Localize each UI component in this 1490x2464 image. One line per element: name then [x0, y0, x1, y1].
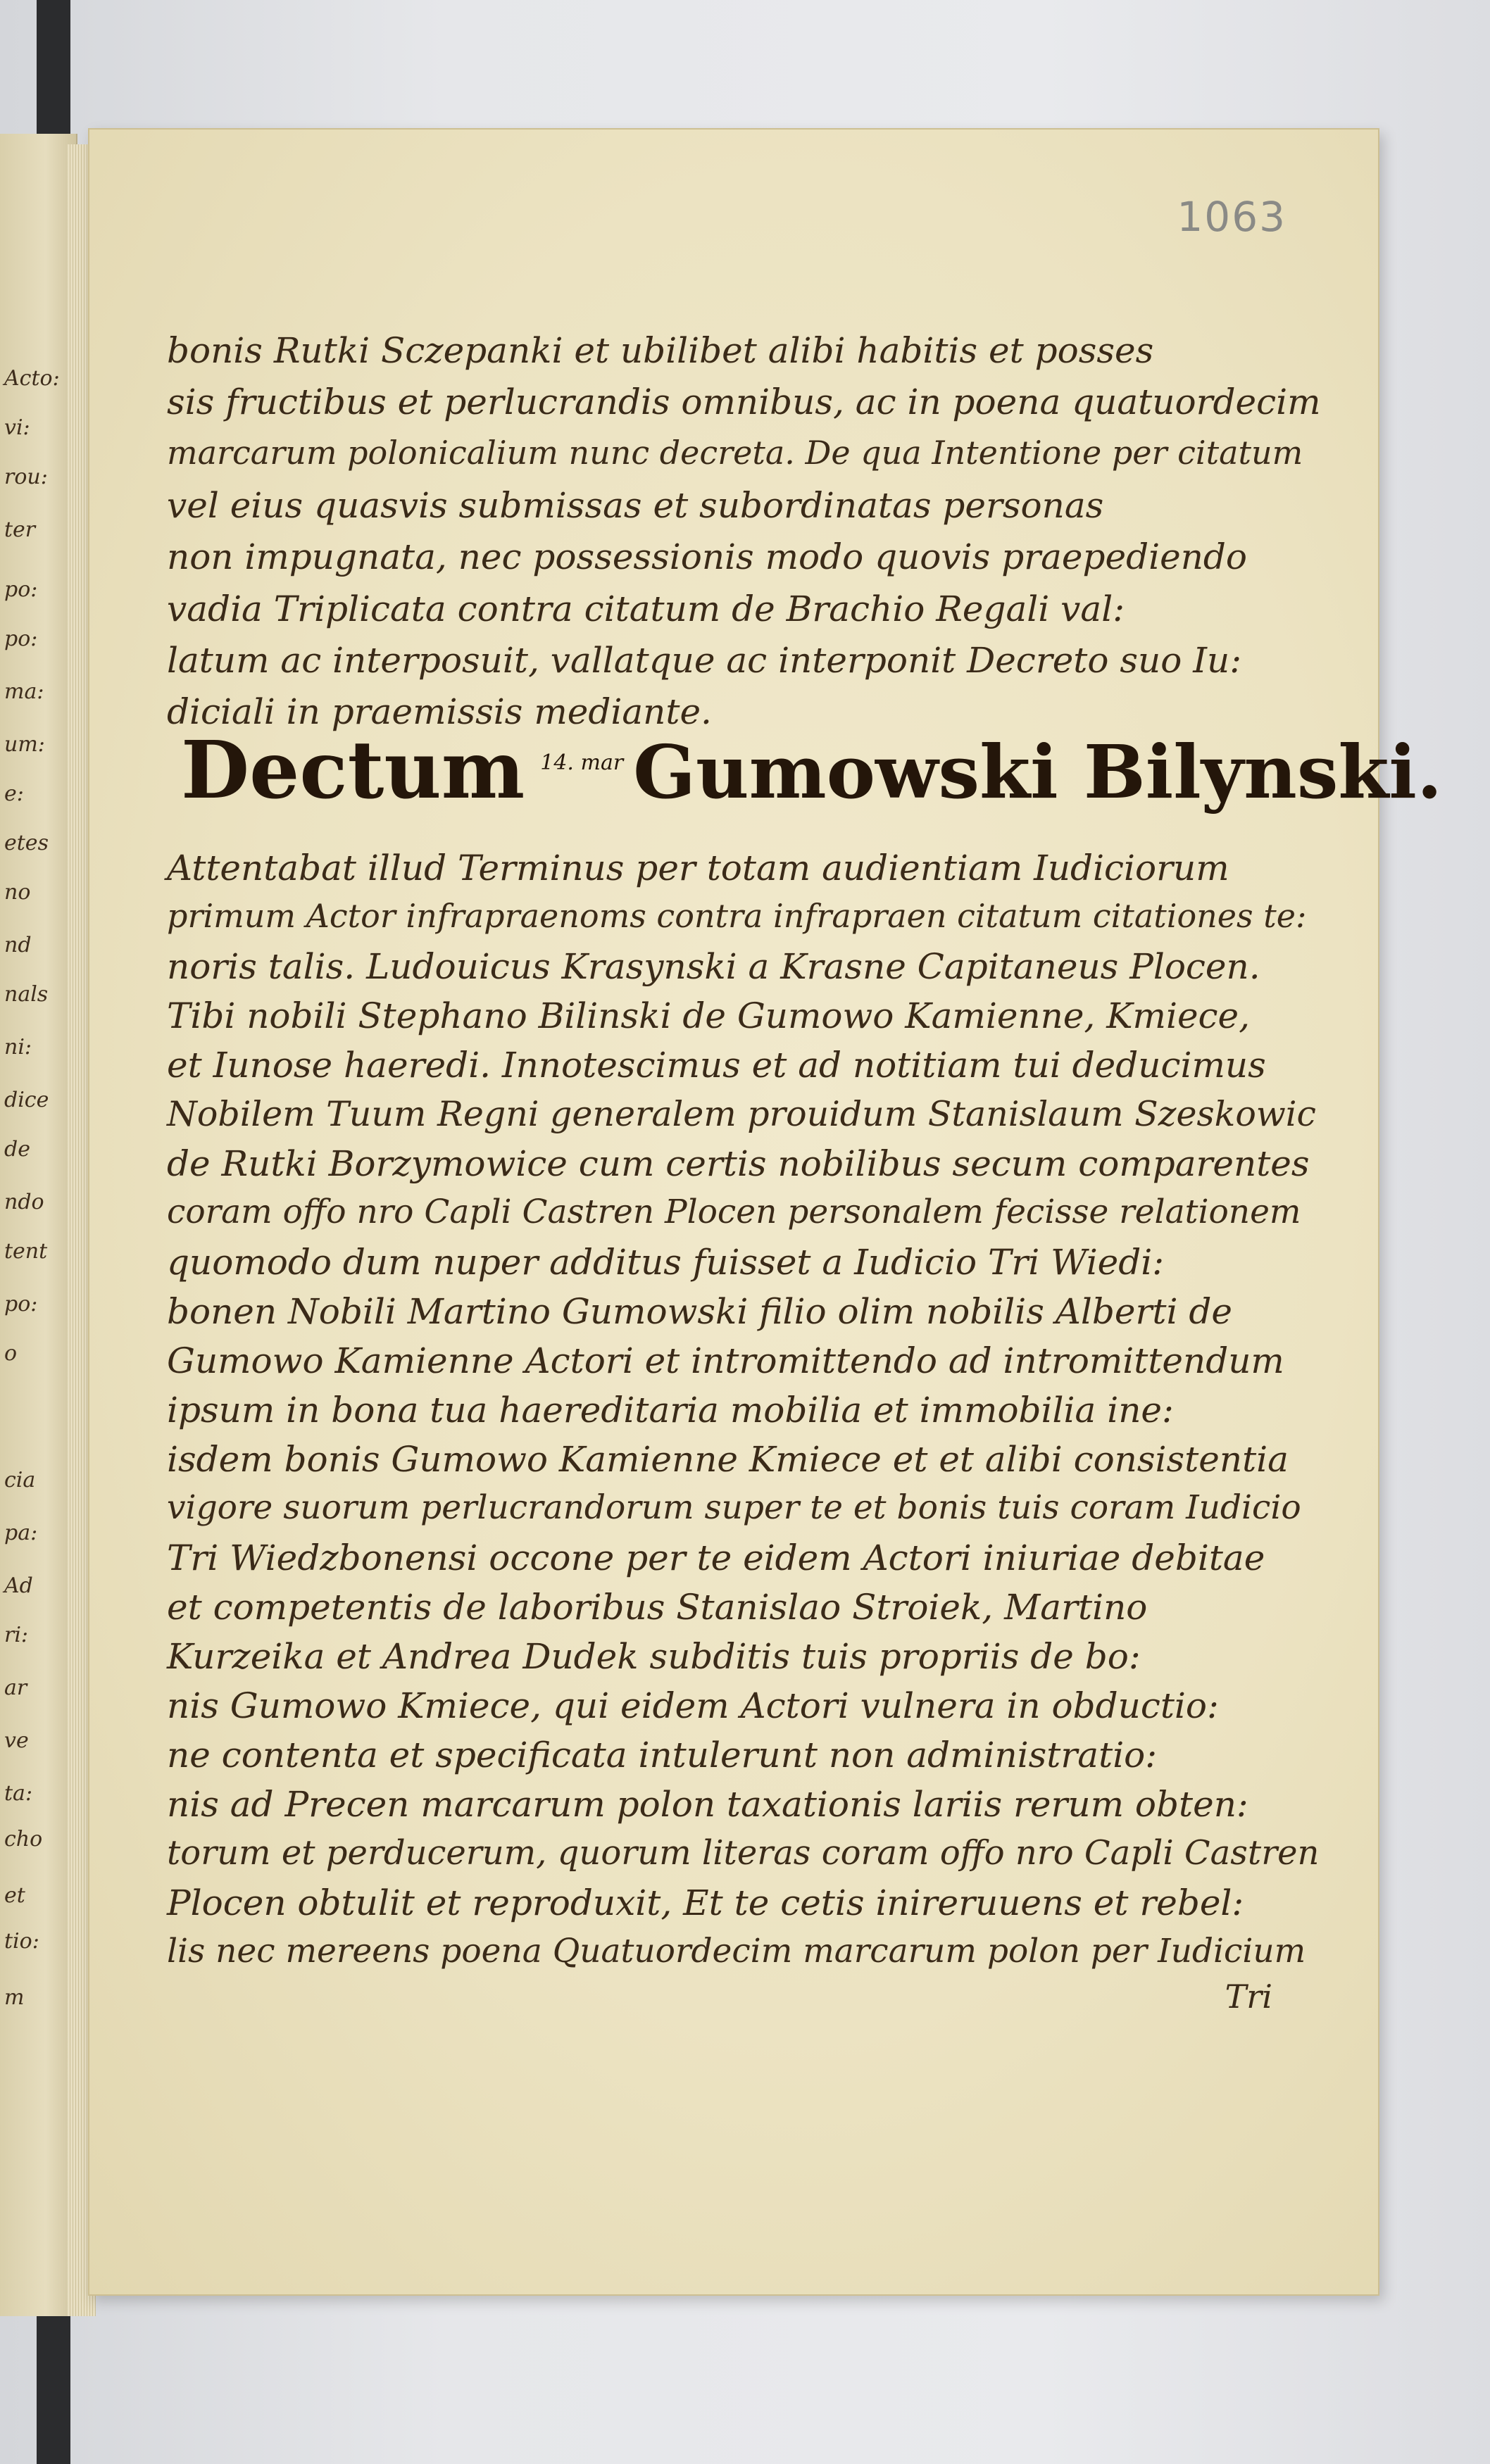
text-line: vel eius quasvis submissas et subordinatas personas: [167, 485, 1104, 526]
left-edge-word: Ad: [4, 1573, 33, 1598]
text-line: lis nec mereens poena Quatuordecim marcarum polon per Iudicium: [167, 1932, 1306, 1970]
left-edge-word: po:: [4, 577, 38, 602]
left-edge-word: de: [4, 1137, 30, 1162]
text-line: et competentis de laboribus Stanislao Stroiek, Martino: [167, 1587, 1148, 1628]
text-line: de Rutki Borzymowice cum certis nobilibus secum comparentes: [167, 1143, 1310, 1184]
text-line: Tri Wiedzbonensi occone per te eidem Actori iniuriae debitae: [167, 1538, 1265, 1578]
left-edge-word: ri:: [4, 1623, 29, 1647]
heading-decretum: Dectum: [181, 724, 525, 817]
catchword: Tri: [1225, 1978, 1272, 2016]
text-line: Tibi nobili Stephano Bilinski de Gumowo Kamienne, Kmiece,: [167, 995, 1251, 1036]
left-edge-word: nals: [4, 982, 49, 1007]
left-edge-word: ni:: [4, 1035, 32, 1060]
left-edge-word: etes: [4, 831, 49, 855]
left-edge-word: Acto:: [4, 366, 60, 391]
text-line: bonis Rutki Sczepanki et ubilibet alibi habitis et posses: [167, 330, 1154, 371]
text-line: coram offo nro Capli Castren Plocen personalem fecisse relationem: [167, 1193, 1301, 1231]
text-line: primum Actor infrapraenoms contra infrapraen citatum citationes te:: [167, 897, 1307, 935]
left-page-edge: [0, 134, 77, 2316]
heading-date: 14. mar: [540, 750, 624, 775]
text-line: torum et perducerum, quorum literas coram offo nro Capli Castren: [167, 1833, 1320, 1873]
entry-heading: [181, 724, 1442, 817]
text-line: marcarum polonicalium nunc decreta. De qua Intentione per citatum: [167, 434, 1303, 472]
left-edge-word: ve: [4, 1728, 29, 1753]
text-line: diciali in praemissis mediante.: [167, 691, 712, 732]
left-edge-word: tio:: [4, 1929, 39, 1954]
left-edge-word: nd: [4, 933, 32, 957]
left-edge-word: e:: [4, 781, 24, 806]
text-line: noris talis. Ludouicus Krasynski a Krasne Capitaneus Plocen.: [167, 946, 1260, 987]
text-line: Kurzeika et Andrea Dudek subditis tuis propriis de bo:: [167, 1636, 1141, 1677]
left-edge-word: ma:: [4, 679, 44, 704]
left-edge-word: ndo: [4, 1190, 44, 1214]
left-edge-word: cho: [4, 1827, 43, 1852]
left-edge-word: dice: [4, 1088, 49, 1112]
left-edge-word: tent: [4, 1239, 48, 1264]
manuscript-page: [88, 128, 1443, 2296]
page-number: 1063: [1177, 193, 1286, 241]
left-edge-word: ter: [4, 517, 36, 542]
text-line: vadia Triplicata contra citatum de Brachio Regali val:: [167, 589, 1125, 629]
text-line: nis Gumowo Kmiece, qui eidem Actori vulnera in obductio:: [167, 1685, 1219, 1726]
heading-names: Gumowski Bilynski.: [633, 729, 1443, 815]
left-edge-word: et: [4, 1883, 25, 1908]
text-line: vigore suorum perlucrandorum super te et bonis tuis coram Iudicio: [167, 1488, 1301, 1527]
text-line: sis fructibus et perlucrandis omnibus, ac in poena quatuordecim: [167, 382, 1321, 422]
left-edge-word: ta:: [4, 1781, 33, 1806]
text-line: non impugnata, nec possessionis modo quovis praepediendo: [167, 536, 1248, 577]
text-line: bonen Nobili Martino Gumowski filio olim nobilis Alberti de: [167, 1291, 1232, 1332]
text-line: nis ad Precen marcarum polon taxationis lariis rerum obten:: [167, 1784, 1248, 1825]
text-line: Gumowo Kamienne Actori et intromittendo ad intromittendum: [167, 1340, 1284, 1381]
text-line: Plocen obtulit et reproduxit, Et te cetis inireruuens et rebel:: [167, 1882, 1244, 1923]
left-edge-word: m: [4, 1985, 25, 2010]
left-edge-word: ar: [4, 1676, 27, 1700]
text-line: et Iunose haeredi. Innotescimus et ad notitiam tui deducimus: [167, 1045, 1266, 1086]
left-edge-word: um:: [4, 732, 45, 757]
text-line: Attentabat illud Terminus per totam audientiam Iudiciorum: [167, 848, 1229, 888]
text-line: ne contenta et specificata intulerunt non administratio:: [167, 1735, 1158, 1775]
text-line: isdem bonis Gumowo Kamienne Kmiece et et alibi consistentia: [167, 1439, 1289, 1480]
text-line: Nobilem Tuum Regni generalem prouidum Stanislaum Szeskowic: [167, 1094, 1316, 1134]
left-edge-word: rou:: [4, 465, 48, 489]
left-edge-word: no: [4, 880, 31, 905]
left-edge-word: cia: [4, 1468, 36, 1492]
text-line: quomodo dum nuper additus fuisset a Iudicio Tri Wiedi:: [167, 1242, 1165, 1283]
left-edge-word: po:: [4, 1292, 38, 1316]
left-edge-word: vi:: [4, 415, 30, 440]
text-line: latum ac interposuit, vallatque ac interponit Decreto suo Iu:: [167, 640, 1242, 681]
left-edge-word: po:: [4, 627, 38, 651]
left-edge-word: o: [4, 1341, 18, 1366]
text-line: ipsum in bona tua haereditaria mobilia et immobilia ine:: [167, 1390, 1174, 1431]
left-edge-word: pa:: [4, 1521, 38, 1545]
